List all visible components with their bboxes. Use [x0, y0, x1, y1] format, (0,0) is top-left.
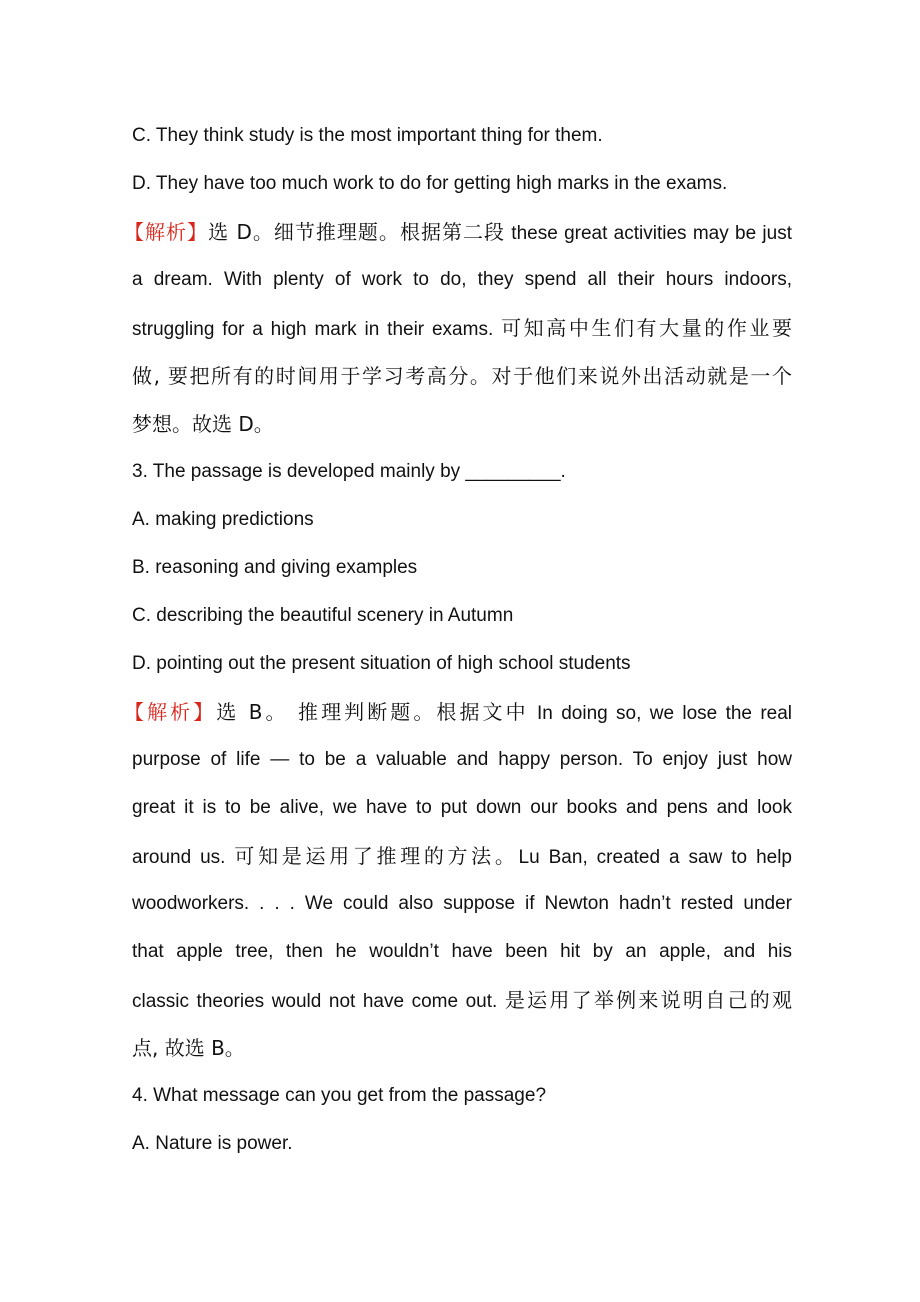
analysis-tag: 【解析】: [124, 220, 209, 244]
q3-analysis-line-6: that apple tree, then he wouldn’t have been hit by an apple, and his: [132, 941, 792, 962]
q2-option-d: D. They have too much work to do for getting high marks in the exams.: [132, 173, 728, 194]
q4-question: 4. What message can you get from the passage?: [132, 1085, 547, 1106]
analysis-text: 是运用了举例来说明自己的观: [504, 988, 793, 1012]
q3-option-a: A. making predictions: [132, 509, 314, 530]
analysis-text: around us.: [132, 847, 235, 868]
analysis-text: 选 D。细节推理题。根据第二段: [208, 220, 506, 244]
q3-option-b: B. reasoning and giving examples: [132, 557, 418, 578]
analysis-text: these great activities may be just: [505, 223, 792, 244]
analysis-text: 选 B。 推理判断题。根据文中: [216, 700, 529, 724]
q4-option-a: A. Nature is power.: [132, 1133, 293, 1154]
q3-option-d: D. pointing out the present situation of high school students: [132, 653, 631, 674]
q3-analysis-line-7: [132, 976, 792, 1024]
analysis-text: struggling for a high mark in their exams.: [132, 319, 502, 340]
q2-analysis-line-2: a dream. With plenty of work to do, they spend all their hours indoors,: [132, 269, 792, 290]
q3-analysis-line-1: [124, 688, 793, 736]
q3-analysis-line-5: woodworkers. . . . We could also suppose if Newton hadn’t rested under: [132, 893, 792, 914]
analysis-text: classic theories would not have come out.: [132, 991, 505, 1012]
q3-question: 3. The passage is developed mainly by _________.: [132, 461, 566, 482]
analysis-tag: 【解析】: [124, 700, 217, 724]
q2-analysis-line-4: 做, 要把所有的时间用于学习考高分。对于他们来说外出活动就是一个: [132, 364, 792, 388]
q2-analysis-line-1: [124, 208, 792, 256]
q3-analysis-line-3: great it is to be alive, we have to put down our books and pens and look: [132, 797, 792, 818]
q2-option-c: C. They think study is the most important thing for them.: [132, 125, 603, 146]
analysis-text: In doing so, we lose the real: [528, 703, 793, 724]
document-body: [124, 112, 793, 1168]
q3-analysis-line-2: purpose of life — to be a valuable and happy person. To enjoy just how: [132, 749, 792, 770]
q2-analysis-line-3: [132, 304, 792, 352]
analysis-text: 可知高中生们有大量的作业要: [501, 316, 792, 340]
q3-analysis-line-4: [132, 832, 792, 880]
q2-analysis-line-5: 梦想。故选 D。: [132, 412, 274, 436]
q3-option-c: C. describing the beautiful scenery in Autumn: [132, 605, 514, 626]
q3-analysis-line-8: 点, 故选 B。: [132, 1036, 245, 1060]
analysis-text: Lu Ban, created a saw to help: [518, 847, 792, 868]
analysis-text: 可知是运用了推理的方法。: [234, 844, 519, 868]
